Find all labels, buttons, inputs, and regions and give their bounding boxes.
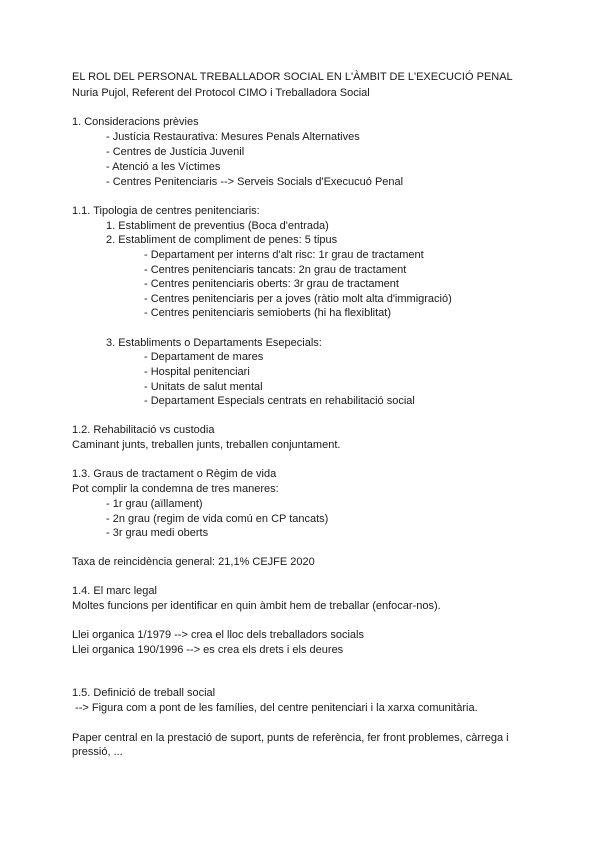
list-item: - Departament Especials centrats en rehabilitació social: [144, 395, 415, 407]
paragraph: --> Figura com a pont de les famílies, del centre penitenciari i la xarxa comunitària.: [72, 702, 478, 714]
paragraph: Paper central en la prestació de suport, punts de referència, fer front problemes, càrrega i: [72, 732, 509, 744]
list-item: - Centres penitenciaris per a joves (ràtio molt alta d'immigració): [144, 293, 452, 305]
list-item: - Centres de Justícia Juvenil: [106, 146, 245, 158]
list-item: 3. Establiments o Departaments Esepecials:: [106, 337, 322, 349]
section-1-2-heading: 1.2. Rehabilitació vs custodia: [72, 424, 215, 436]
list-item: - Centres Penitenciaris --> Serveis Socials d'Execucuó Penal: [106, 176, 404, 188]
list-item: - 2n grau (regim de vida comú en CP tancats): [106, 513, 329, 525]
paragraph: Moltes funcions per identificar en quin àmbit hem de treballar (enfocar-nos).: [72, 600, 441, 612]
list-item: - Justícia Restaurativa: Mesures Penals Alternatives: [106, 131, 360, 143]
list-item: - Unitats de salut mental: [144, 381, 263, 393]
section-1-heading: 1. Consideracions prèvies: [72, 116, 199, 128]
list-item: - Departament de mares: [144, 351, 264, 363]
document-author: Nuria Pujol, Referent del Protocol CIMO i Treballadora Social: [72, 87, 370, 99]
paragraph: Taxa de reincidència general: 21,1% CEJFE 2020: [72, 556, 315, 568]
paragraph: Caminant junts, treballen junts, treballen conjuntament.: [72, 439, 341, 451]
section-1-5-heading: 1.5. Definició de treball social: [72, 687, 216, 699]
list-item: - Centres penitenciaris tancats: 2n grau de tractament: [144, 264, 407, 276]
section-1-4-heading: 1.4. El marc legal: [72, 585, 157, 597]
list-item: - Departament per interns d'alt risc: 1r grau de tractament: [144, 249, 424, 261]
list-item: - 3r grau medi oberts: [106, 527, 209, 539]
section-1-3-heading: 1.3. Graus de tractament o Règim de vida: [72, 468, 277, 480]
list-item: 1. Establiment de preventius (Boca d'entrada): [106, 220, 329, 232]
list-item: - Centres penitenciaris semioberts (hi ha flexiblitat): [144, 307, 391, 319]
list-item: - Atenció a les Víctimes: [106, 161, 221, 173]
list-item: - Hospital penitenciari: [144, 366, 250, 378]
paragraph: Pot complir la condemna de tres maneres:: [72, 483, 279, 495]
document-title: EL ROL DEL PERSONAL TREBALLADOR SOCIAL EN L'ÀMBIT DE L'EXECUCIÓ PENAL: [72, 71, 513, 83]
paragraph: Llei organica 1/1979 --> crea el lloc dels treballadors socials: [72, 629, 364, 641]
section-1-1-heading: 1.1. Tipologia de centres penitenciaris:: [72, 205, 260, 217]
list-item: 2. Establiment de compliment de penes: 5 tipus: [106, 234, 338, 246]
list-item: - 1r grau (aïllament): [106, 498, 203, 510]
list-item: - Centres penitenciaris oberts: 3r grau de tractament: [144, 278, 399, 290]
paragraph: Llei organica 190/1996 --> es crea els drets i els deures: [72, 644, 344, 656]
paragraph: pressió, ...: [72, 746, 123, 758]
